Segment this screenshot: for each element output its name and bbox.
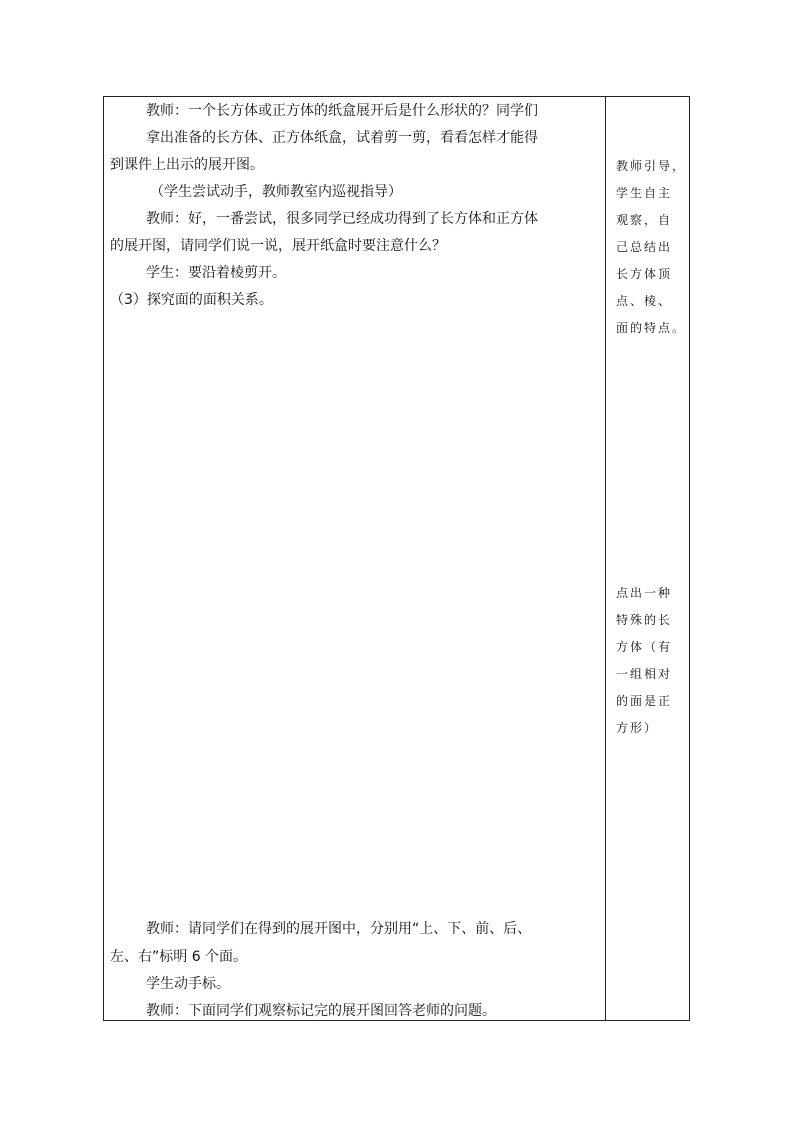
content-line-9: 教师：请同学们在得到的展开图中，分别用“上、下、前、后、 xyxy=(146,921,532,937)
note1-line-7: 面的特点。 xyxy=(616,321,687,335)
note2-line-3: 方体（有 xyxy=(616,640,673,654)
note2-line-4: 一组相对 xyxy=(616,667,673,681)
content-line-11: 学生动手标。 xyxy=(146,976,230,992)
content-line-3: 到课件上出示的展开图。 xyxy=(110,157,264,173)
content-line-1: 教师：一个长方体或正方体的纸盒展开后是什么形状的？同学们 xyxy=(146,103,538,119)
content-line-2: 拿出准备的长方体、正方体纸盒，试着剪一剪，看看怎样才能得 xyxy=(146,130,538,146)
lesson-content-cell xyxy=(104,97,605,1020)
note1-line-4: 己总结出 xyxy=(616,240,673,254)
note2-line-6: 方形） xyxy=(616,721,659,735)
note1-line-5: 长方体顶 xyxy=(616,267,673,281)
note1-line-6: 点、棱、 xyxy=(616,294,673,308)
note2-line-2: 特殊的长 xyxy=(616,613,673,627)
content-line-10: 左、右”标明 6 个面。 xyxy=(110,949,248,965)
note2-line-5: 的面是正 xyxy=(616,694,673,708)
content-line-6: 的展开图，请同学们说一说，展开纸盒时要注意什么？ xyxy=(110,238,446,254)
lesson-table xyxy=(103,96,690,1021)
note1-line-3: 观察，自 xyxy=(616,213,673,227)
note1-line-2: 学生自主 xyxy=(616,186,673,200)
note2-line-1: 点出一种 xyxy=(616,586,673,600)
note1-line-1: 教师引导， xyxy=(616,159,687,173)
content-line-12: 教师：下面同学们观察标记完的展开图回答老师的问题。 xyxy=(146,1003,496,1019)
notes-cell xyxy=(606,97,690,1020)
content-line-4: （学生尝试动手，教师教室内巡视指导） xyxy=(150,184,402,200)
content-line-5: 教师：好，一番尝试，很多同学已经成功得到了长方体和正方体 xyxy=(146,211,538,227)
content-line-7: 学生：要沿着棱剪开。 xyxy=(146,265,286,281)
content-line-8: （3）探究面的面积关系。 xyxy=(110,292,273,308)
